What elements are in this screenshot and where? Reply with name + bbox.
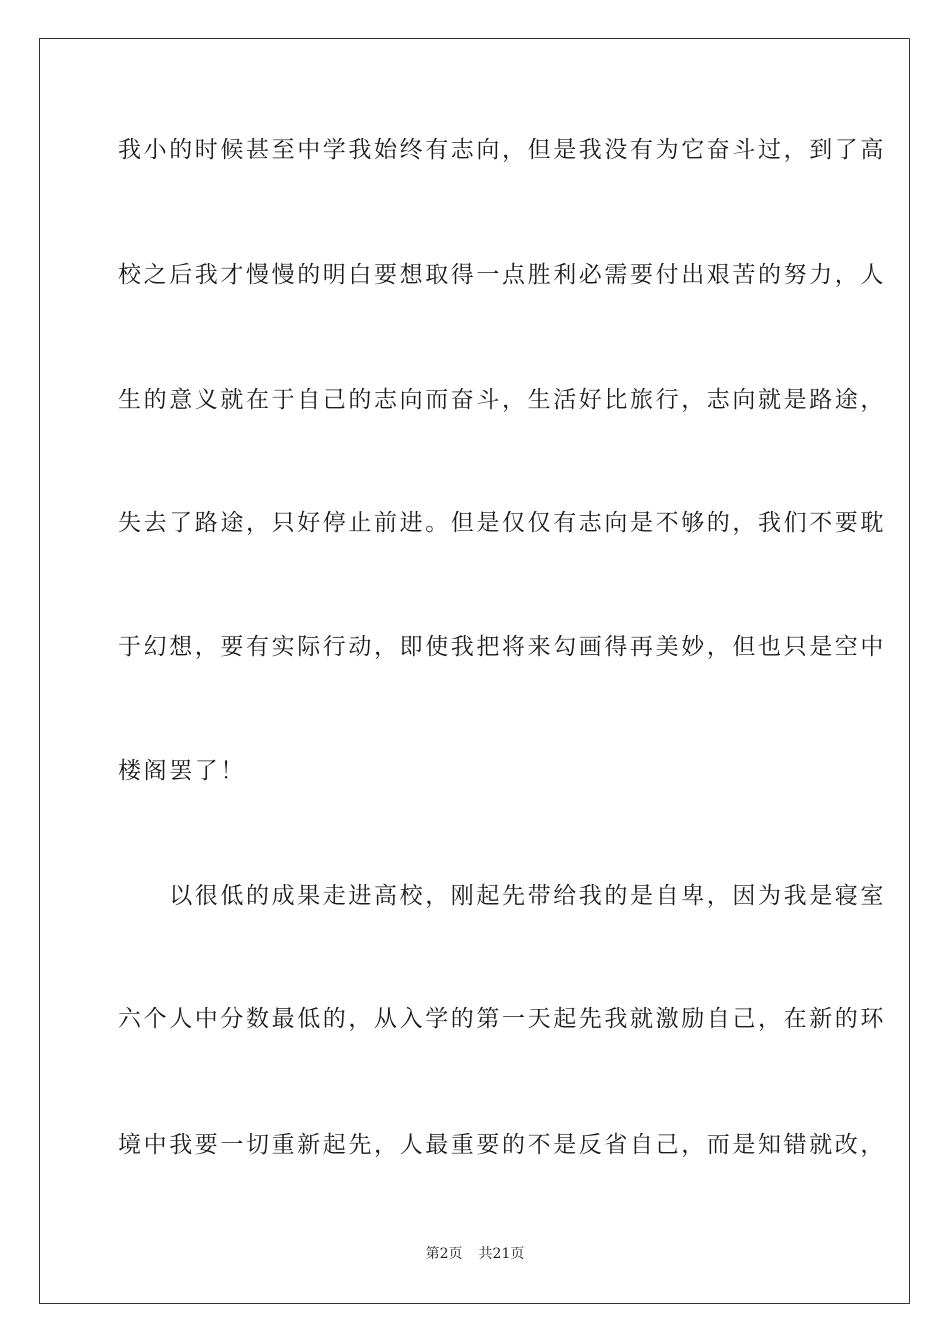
page-frame: [39, 38, 910, 1304]
paragraph-line-5: 于幻想，要有实际行动，即使我把将来勾画得再美妙，但也只是空中: [118, 634, 886, 660]
paragraph-line-2: 校之后我才慢慢的明白要想取得一点胜利必需要付出艰苦的努力，人: [118, 262, 886, 288]
paragraph-line-8: 六个人中分数最低的，从入学的第一天起先我就激励自己，在新的环: [118, 1006, 886, 1032]
page-number: 第2页: [425, 1246, 463, 1262]
page-footer: [0, 1244, 950, 1264]
paragraph-line-3: 生的意义就在于自己的志向而奋斗，生活好比旅行，志向就是路途，: [118, 387, 886, 413]
paragraph-line-7: 以很低的成果走进高校，刚起先带给我的是自卑，因为我是寝室: [118, 883, 886, 909]
paragraph-line-4: 失去了路途，只好停止前进。但是仅仅有志向是不够的，我们不要耽: [118, 510, 886, 536]
paragraph-line-9: 境中我要一切重新起先，人最重要的不是反省自己，而是知错就改，: [118, 1132, 886, 1158]
paragraph-line-1: 我小的时候甚至中学我始终有志向，但是我没有为它奋斗过，到了高: [118, 137, 886, 163]
page-total: 共21页: [478, 1246, 525, 1262]
paragraph-line-6: 楼阁罢了！: [118, 758, 246, 784]
